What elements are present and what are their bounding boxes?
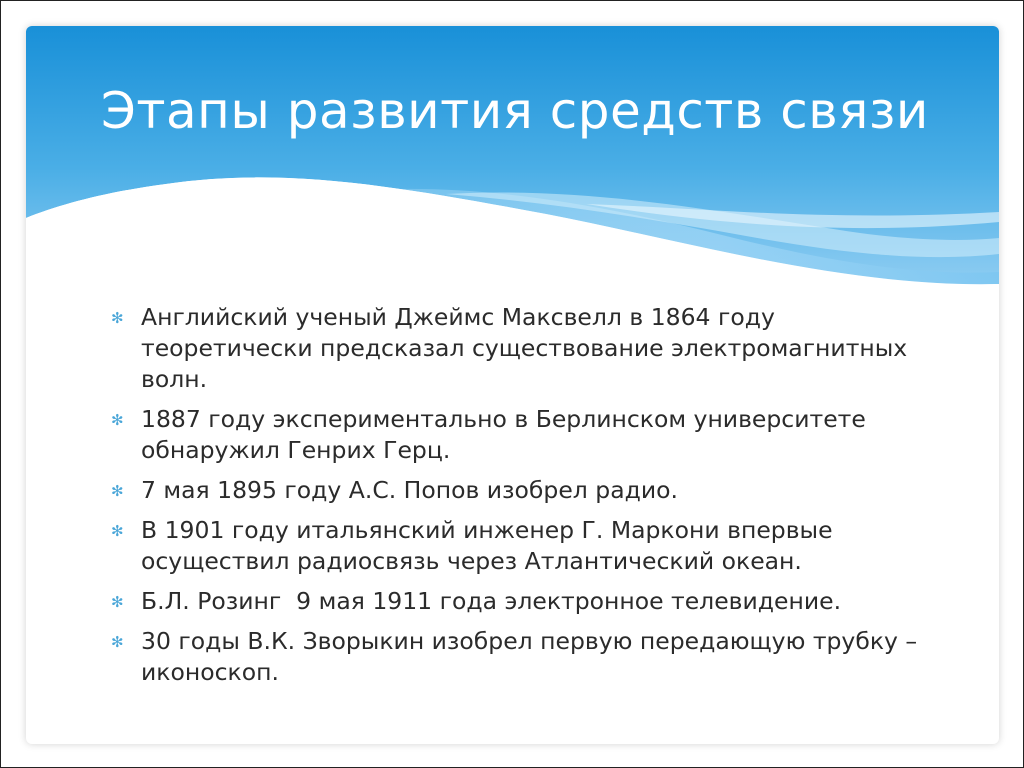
snowflake-asterisk-icon: ✻: [111, 593, 124, 611]
header-wave-background: [26, 26, 999, 296]
list-item: [111, 475, 941, 506]
list-item-text: 7 мая 1895 году А.С. Попов изобрел радио.: [141, 476, 678, 504]
list-item-text: 1887 году экспериментально в Берлинском университете обнаружил Генрих Герц.: [141, 405, 866, 464]
list-item-text: Английский ученый Джеймс Максвелл в 1864 году теоретически предсказал существование электромагнитных волн.: [141, 303, 908, 393]
snowflake-asterisk-icon: ✻: [111, 633, 124, 651]
bullet-list: [111, 302, 941, 697]
list-item: [111, 515, 941, 577]
list-item: [111, 302, 941, 395]
snowflake-asterisk-icon: ✻: [111, 411, 124, 429]
snowflake-asterisk-icon: ✻: [111, 482, 124, 500]
slide-title: Этапы развития средств связи: [101, 82, 929, 140]
slide: [26, 26, 999, 744]
snowflake-asterisk-icon: ✻: [111, 309, 124, 327]
list-item-text: В 1901 году итальянский инженер Г. Маркони впервые осуществил радиосвязь через Атлантический океан.: [141, 516, 833, 575]
list-item-text: Б.Л. Розинг 9 мая 1911 года электронное телевидение.: [141, 587, 842, 615]
snowflake-asterisk-icon: ✻: [111, 522, 124, 540]
list-item: [111, 626, 941, 688]
list-item: [111, 586, 941, 617]
list-item-text: 30 годы В.К. Зворыкин изобрел первую передающую трубку –иконоскоп.: [141, 627, 918, 686]
list-item: [111, 404, 941, 466]
